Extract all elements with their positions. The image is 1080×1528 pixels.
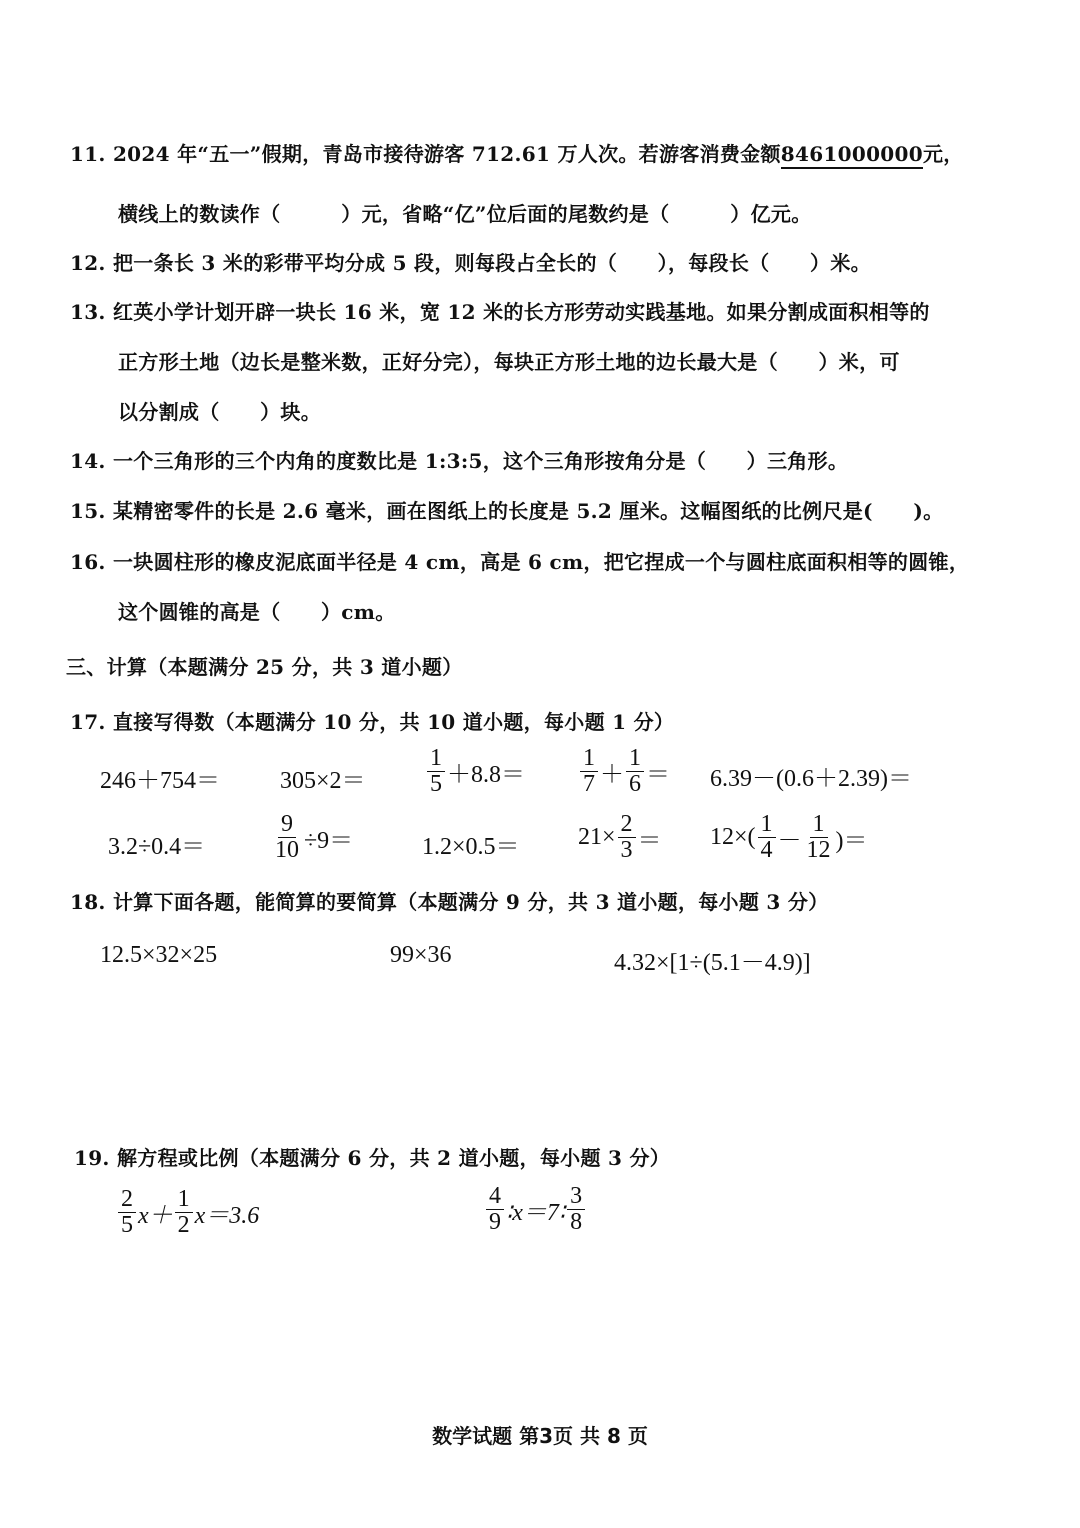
expr-rest: )＝ xyxy=(835,828,868,855)
fraction xyxy=(486,1184,504,1235)
q15 xyxy=(70,495,943,524)
fraction xyxy=(626,746,644,797)
q17-expr-4 xyxy=(578,746,670,797)
q12-number: 12. xyxy=(70,251,106,275)
fraction xyxy=(758,812,776,863)
q18-number: 18. xyxy=(70,890,106,914)
expr-pre: 21× xyxy=(578,824,616,851)
q16-number: 16. xyxy=(70,550,106,574)
denominator: 4 xyxy=(760,837,773,864)
denominator: 7 xyxy=(583,771,595,798)
fraction xyxy=(804,812,834,863)
q13-line3: 以分割成（ ）块。 xyxy=(118,400,321,424)
q16-line2: 这个圆锥的高是（ ）cm。 xyxy=(118,600,396,624)
expr-rest: ＝ xyxy=(637,828,662,855)
numerator: 9 xyxy=(278,812,296,838)
q13-number: 13. xyxy=(70,300,106,324)
fraction xyxy=(427,746,445,797)
fraction xyxy=(118,1187,136,1238)
expr-rest: ＝ xyxy=(646,762,670,789)
q14-number: 14. xyxy=(70,449,106,473)
q19-title xyxy=(74,1142,670,1171)
q18-title-text: 计算下面各题，能简算的要简算（本题满分 9 分，共 3 道小题，每小题 3 分） xyxy=(112,890,829,914)
q17-expr-2: 305×2＝ xyxy=(280,768,366,794)
q17-expr-1: 246＋754＝ xyxy=(100,768,220,794)
numerator: 1 xyxy=(758,812,776,838)
numerator: 2 xyxy=(118,1187,136,1213)
expr-rest: ÷9＝ xyxy=(304,828,354,855)
q17-expr-10 xyxy=(710,812,868,863)
q19-equation-1 xyxy=(116,1187,259,1238)
denominator: 12 xyxy=(806,837,831,864)
fraction xyxy=(618,812,636,863)
q14-text: 一个三角形的三个内角的度数比是 1:3:5，这个三角形按角分是（ ）三角形。 xyxy=(112,449,849,473)
numerator: 1 xyxy=(626,746,644,772)
page-footer: 数学试题 第3页 共 8 页 xyxy=(432,1424,648,1448)
q18-expr-3: 4.32×[1÷(5.1－4.9)] xyxy=(614,950,811,976)
q15-number: 15. xyxy=(70,499,106,523)
section-3-title: 三、计算（本题满分 25 分，共 3 道小题） xyxy=(66,655,463,679)
numerator: 1 xyxy=(810,812,828,838)
numerator: 1 xyxy=(427,746,445,772)
q17-expr-8: 1.2×0.5＝ xyxy=(422,834,520,860)
q11-line2: 横线上的数读作（ ）元，省略“亿”位后面的尾数约是（ ）亿元。 xyxy=(118,202,812,226)
q17-expr-5: 6.39－(0.6＋2.39)＝ xyxy=(710,766,912,792)
q11-number: 11. xyxy=(70,142,106,166)
denominator: 6 xyxy=(629,771,641,798)
q11-text-a: 2024 年“五一”假期，青岛市接待游客 712.61 万人次。若游客消费金额 xyxy=(112,142,781,166)
denominator: 8 xyxy=(570,1209,583,1236)
q11-line1 xyxy=(70,138,964,167)
numerator: 4 xyxy=(486,1184,504,1210)
operator: － xyxy=(777,828,802,855)
denominator: 10 xyxy=(275,837,299,864)
q17-number: 17. xyxy=(70,710,106,734)
denominator: 5 xyxy=(430,771,442,798)
fraction xyxy=(175,1187,193,1238)
expr-rest: ＋8.8＝ xyxy=(447,762,525,789)
numerator: 3 xyxy=(567,1184,585,1210)
q15-text: 某精密零件的长是 2.6 毫米，画在图纸上的长度是 5.2 厘米。这幅图纸的比例尺是( )。 xyxy=(112,499,944,523)
numerator: 2 xyxy=(618,812,636,838)
denominator: 3 xyxy=(620,837,633,864)
denominator: 5 xyxy=(121,1212,133,1239)
q12-text: 把一条长 3 米的彩带平均分成 5 段，则每段占全长的（ ），每段长（ ）米。 xyxy=(112,251,871,275)
expr-part: x＋ xyxy=(138,1203,173,1230)
q16-line1 xyxy=(70,546,969,575)
numerator: 1 xyxy=(175,1187,193,1213)
operator: ＋ xyxy=(600,762,624,789)
denominator: 2 xyxy=(177,1212,190,1239)
q11-underlined-amount: 8461000000 xyxy=(781,142,923,169)
q19-number: 19. xyxy=(74,1146,110,1170)
q19-equation-2 xyxy=(484,1184,587,1235)
q13-text-1: 红英小学计划开辟一块长 16 米，宽 12 米的长方形劳动实践基地。如果分割成面积相等的 xyxy=(112,300,930,324)
q16-text-1: 一块圆柱形的橡皮泥底面半径是 4 cm，高是 6 cm，把它捏成一个与圆柱底面积相等的圆锥， xyxy=(112,550,970,574)
q12 xyxy=(70,247,871,276)
q17-expr-9 xyxy=(578,812,662,863)
expr-part: ∶x＝7∶ xyxy=(506,1200,566,1227)
q18-expr-1: 12.5×32×25 xyxy=(100,942,218,968)
q11-text-b: 元， xyxy=(922,142,964,166)
numerator: 1 xyxy=(580,746,598,772)
denominator: 9 xyxy=(489,1209,501,1236)
q17-title xyxy=(70,706,674,735)
q17-expr-3 xyxy=(425,746,525,797)
q17-expr-7 xyxy=(270,812,353,863)
q19-title-text: 解方程或比例（本题满分 6 分，共 2 道小题，每小题 3 分） xyxy=(116,1146,671,1170)
q13-line1 xyxy=(70,296,930,325)
fraction xyxy=(567,1184,585,1235)
q18-title xyxy=(70,886,829,915)
q17-expr-6: 3.2÷0.4＝ xyxy=(108,834,206,860)
expr-rest: x＝3.6 xyxy=(194,1203,260,1230)
q14 xyxy=(70,445,848,474)
fraction xyxy=(580,746,598,797)
expr-pre: 12×( xyxy=(710,824,756,851)
q13-line2: 正方形土地（边长是整米数，正好分完），每块正方形土地的边长最大是（ ）米，可 xyxy=(118,350,900,374)
q17-title-text: 直接写得数（本题满分 10 分，共 10 道小题，每小题 1 分） xyxy=(112,710,675,734)
q18-expr-2: 99×36 xyxy=(390,942,452,968)
fraction xyxy=(272,812,302,863)
